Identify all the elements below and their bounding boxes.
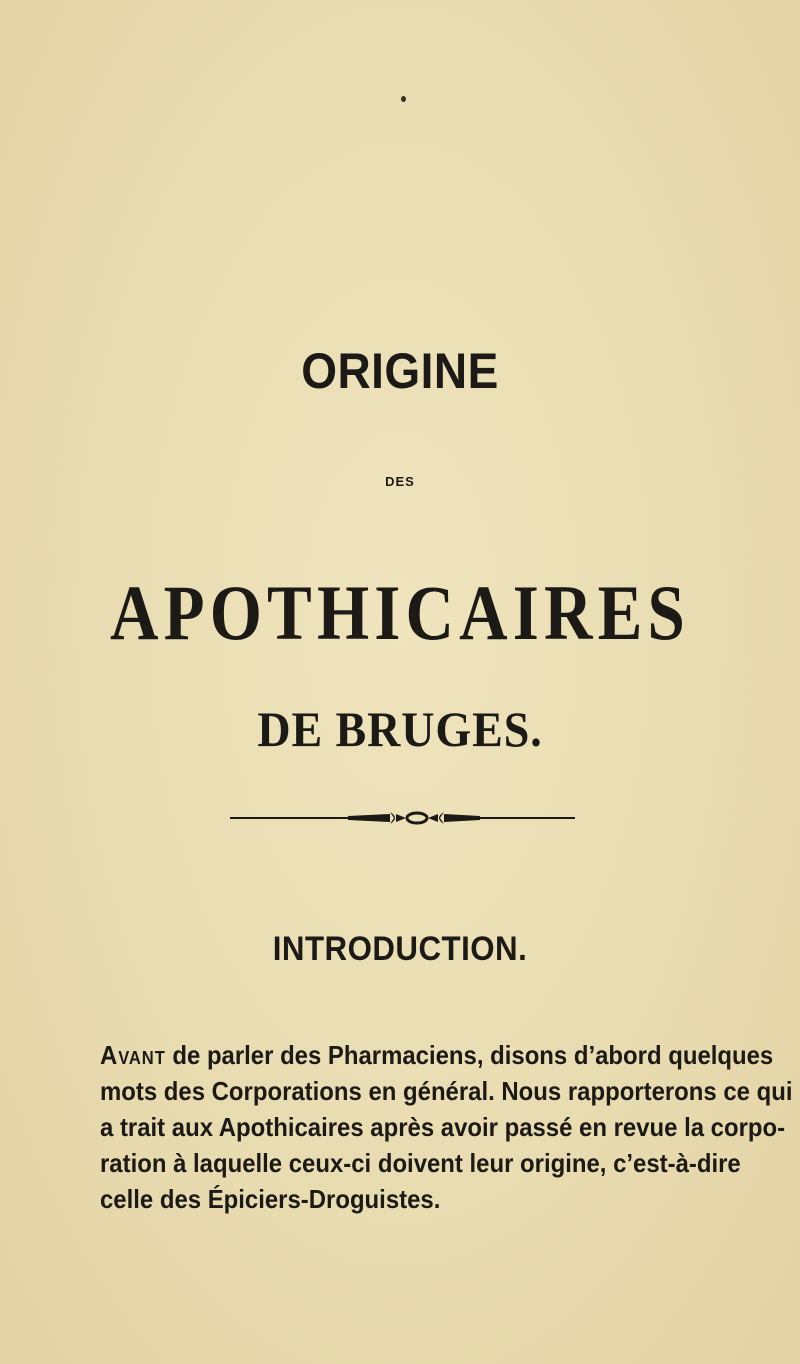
ornamental-rule	[230, 806, 575, 830]
text-line: mots des Corporations en général. Nous rapporterons ce qui	[100, 1076, 793, 1106]
title-de-bruges: DE BRUGES.	[257, 701, 543, 757]
body-paragraph	[100, 1037, 793, 1217]
text-line: ration à laquelle ceux-ci doivent leur origine, c’est-à-dire	[100, 1148, 741, 1178]
text-line: celle des Épiciers-Droguistes.	[100, 1184, 441, 1214]
text-line-rest: de parler des Pharmaciens, disons d’abord quelques	[165, 1040, 774, 1070]
ink-speck	[401, 96, 406, 102]
text-line: a trait aux Apothicaires après avoir passé en revue la corpo-	[100, 1112, 786, 1142]
lead-word: Avant	[100, 1040, 166, 1070]
section-heading: INTRODUCTION.	[272, 930, 528, 968]
title-des: DES	[385, 474, 415, 489]
title-apothicaires: APOTHICAIRES	[109, 569, 691, 656]
title-origine: ORIGINE	[301, 343, 499, 399]
text-line	[100, 1037, 774, 1073]
